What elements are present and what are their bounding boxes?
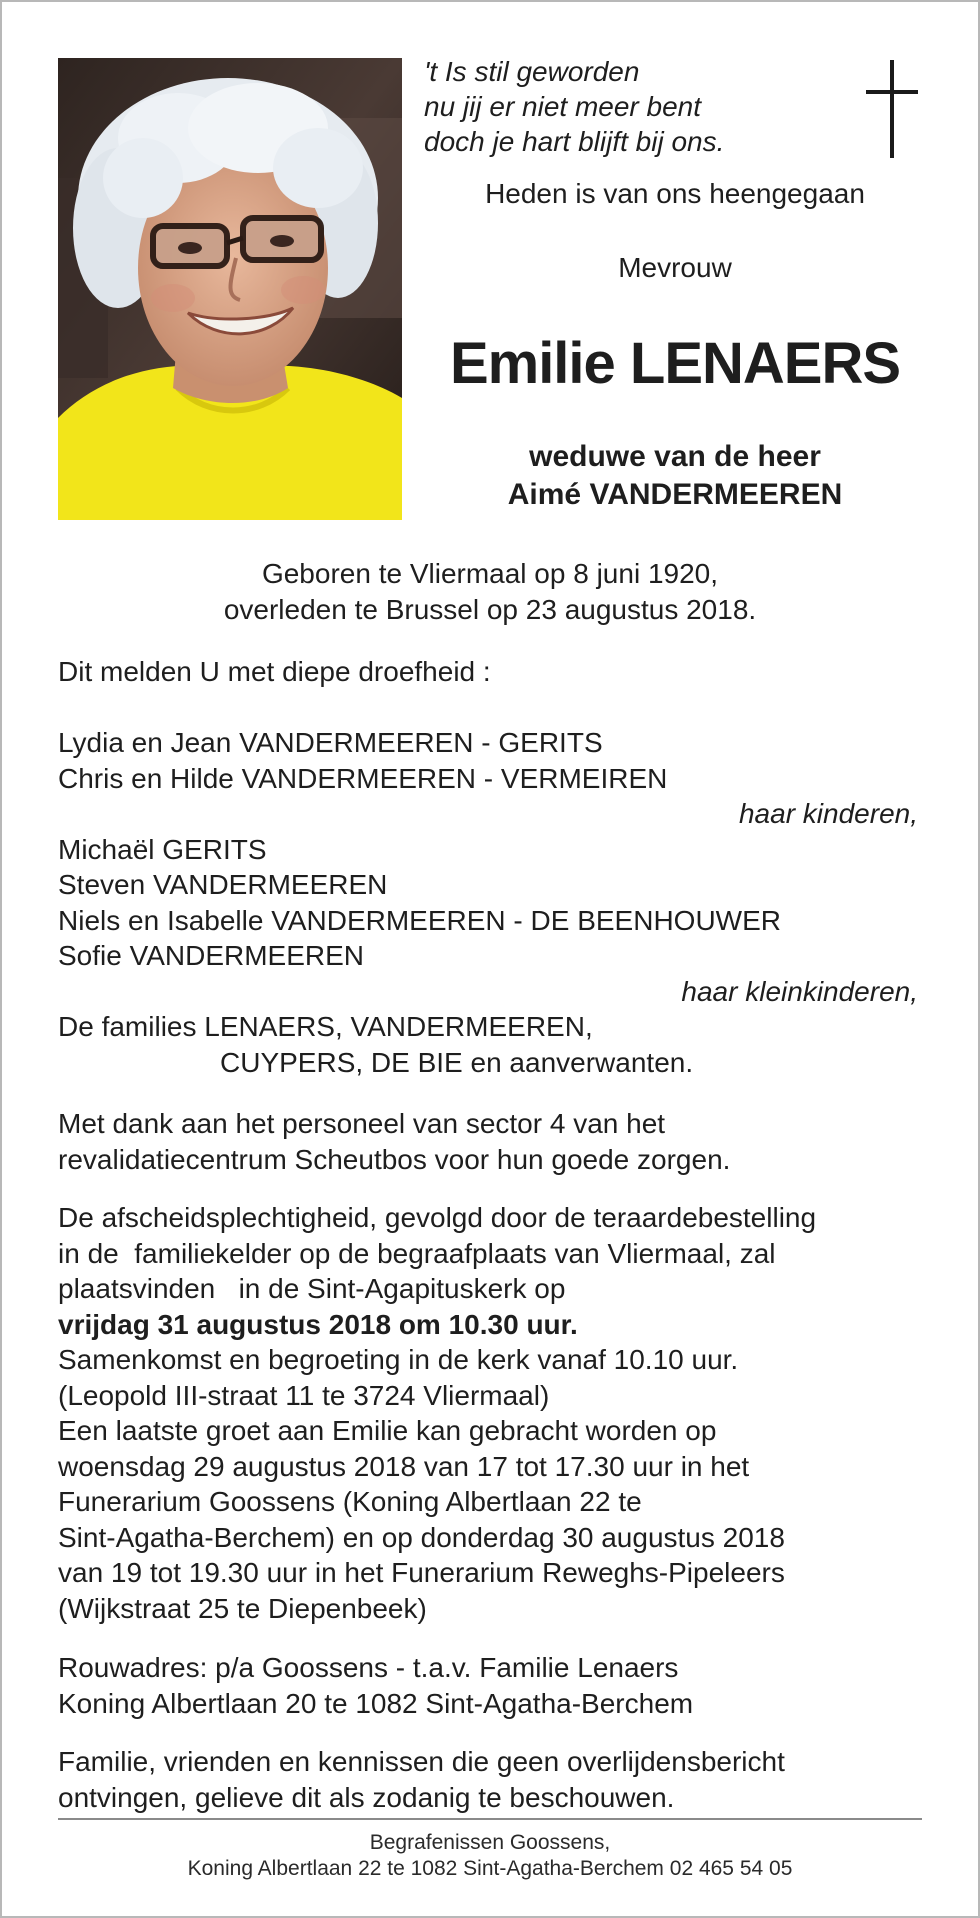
grandchild-entry: Michaël GERITS bbox=[58, 833, 267, 865]
ceremony-line: woensdag 29 augustus 2018 van 17 tot 17.30 uur in het bbox=[58, 1450, 750, 1482]
family-section bbox=[58, 654, 918, 1080]
notice-line: Familie, vrienden en kennissen die geen overlijdensbericht bbox=[58, 1746, 785, 1777]
ceremony-line: van 19 tot 19.30 uur in het Funerarium Reweghs-Pipeleers bbox=[58, 1557, 785, 1588]
families-line: De families LENAERS, VANDERMEEREN, bbox=[58, 1011, 593, 1042]
thanks-line: revalidatiecentrum Scheutbos voor hun goede zorgen. bbox=[58, 1143, 731, 1175]
ceremony-line: (Wijkstraat 25 te Diepenbeek) bbox=[58, 1592, 427, 1624]
children-label: haar kinderen, bbox=[738, 798, 918, 829]
intro-text: Heden is van ons heengegaan bbox=[485, 178, 865, 209]
ceremony-line: plaatsvinden in de Sint-Agapituskerk op bbox=[58, 1273, 566, 1304]
deceased-name: Emilie LENAERS bbox=[449, 331, 901, 396]
thanks-section bbox=[58, 1106, 918, 1177]
address-section bbox=[58, 1650, 918, 1721]
poem-line: 't Is stil geworden bbox=[424, 56, 640, 87]
ceremony-line: Samenkomst en begroeting in de kerk vanaf 10.10 uur. bbox=[58, 1344, 739, 1375]
thanks-line: Met dank aan het personeel van sector 4 van het bbox=[58, 1108, 666, 1139]
honorific: Mevrouw bbox=[618, 252, 732, 283]
birth-line: Geboren te Vliermaal op 8 juni 1920, bbox=[261, 558, 719, 589]
death-line: overleden te Brussel op 23 augustus 2018. bbox=[223, 594, 757, 625]
birth-death-info bbox=[58, 556, 922, 628]
poem-line: nu jij er niet meer bent bbox=[424, 91, 702, 122]
spouse-name: Aimé VANDERMEEREN bbox=[507, 478, 843, 511]
footer-divider bbox=[58, 1818, 922, 1820]
announce-text: Dit melden U met diepe droefheid : bbox=[58, 656, 491, 687]
families-line: CUYPERS, DE BIE en aanverwanten. bbox=[220, 1046, 694, 1078]
funeral-home-name: Begrafenissen Goossens, bbox=[369, 1831, 611, 1854]
grandchild-entry: Sofie VANDERMEEREN bbox=[58, 940, 365, 971]
poem bbox=[424, 54, 784, 159]
poem-line: doch je hart blijft bij ons. bbox=[424, 126, 725, 157]
grandchild-entry: Steven VANDERMEEREN bbox=[58, 869, 388, 900]
child-entry: Lydia en Jean VANDERMEEREN - GERITS bbox=[58, 727, 603, 758]
grandchildren-label: haar kleinkinderen, bbox=[681, 975, 918, 1007]
cross-icon bbox=[862, 60, 922, 160]
ceremony-line: in de familiekelder op de begraafplaats van Vliermaal, zal bbox=[58, 1237, 776, 1269]
ceremony-date: vrijdag 31 augustus 2018 om 10.30 uur. bbox=[58, 1308, 578, 1340]
address-line: Rouwadres: p/a Goossens - t.a.v. Familie Lenaers bbox=[58, 1652, 679, 1683]
child-entry: Chris en Hilde VANDERMEEREN - VERMEIREN bbox=[58, 762, 668, 794]
address-line: Koning Albertlaan 20 te 1082 Sint-Agatha-Berchem bbox=[58, 1687, 694, 1719]
widow-line: weduwe van de heer bbox=[529, 440, 821, 473]
ceremony-line: Sint-Agatha-Berchem) en op donderdag 30 augustus 2018 bbox=[58, 1521, 785, 1553]
ceremony-section bbox=[58, 1200, 918, 1626]
ceremony-line: (Leopold III-straat 11 te 3724 Vliermaal) bbox=[58, 1379, 550, 1411]
ceremony-line: De afscheidsplechtigheid, gevolgd door de teraardebestelling bbox=[58, 1202, 817, 1233]
funeral-home-address: Koning Albertlaan 22 te 1082 Sint-Agatha-Berchem 02 465 54 05 bbox=[187, 1857, 793, 1880]
ceremony-line: Funerarium Goossens (Koning Albertlaan 22 te bbox=[58, 1486, 642, 1517]
ceremony-line: Een laatste groet aan Emilie kan gebracht worden op bbox=[58, 1415, 717, 1446]
notice-line: ontvingen, gelieve dit als zodanig te beschouwen. bbox=[58, 1781, 675, 1813]
notice-section bbox=[58, 1744, 918, 1815]
widow-of bbox=[440, 438, 910, 514]
portrait-photo bbox=[58, 58, 402, 520]
grandchild-entry: Niels en Isabelle VANDERMEEREN - DE BEENHOUWER bbox=[58, 904, 781, 936]
funeral-home-footer bbox=[58, 1830, 922, 1882]
